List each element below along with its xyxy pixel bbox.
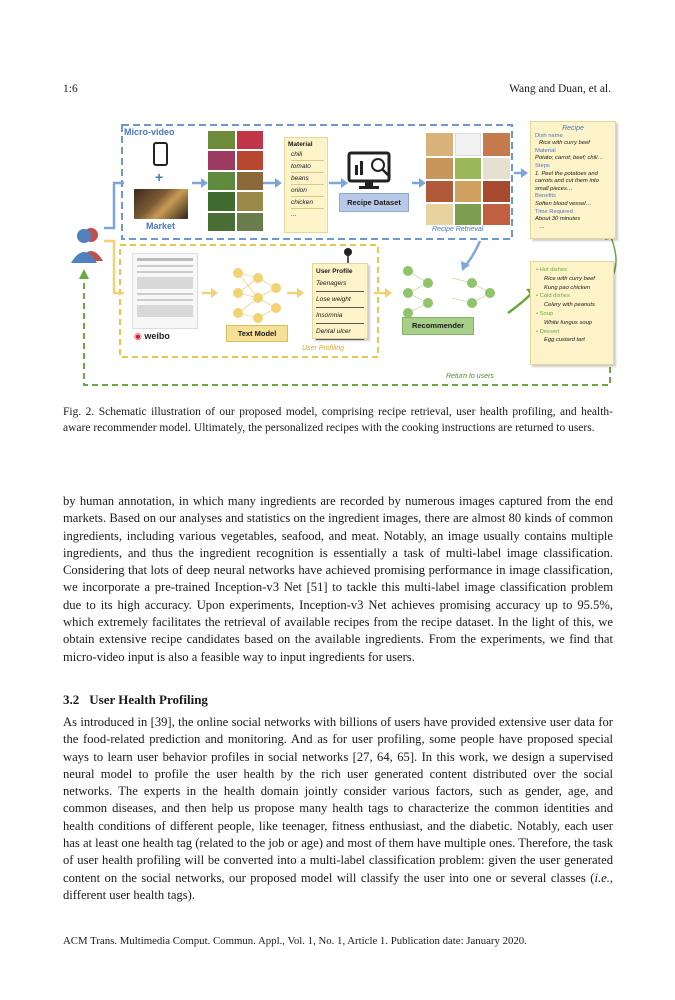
arrow-to-weibo: [104, 241, 124, 293]
recipe-card-more: …: [539, 223, 545, 230]
recipe-dataset-box: Recipe Dataset: [339, 193, 409, 212]
material-item: ...: [291, 211, 297, 218]
recipe-retrieval-label: Recipe Retrieval: [432, 226, 484, 233]
dish-category: • Hot dishes: [536, 267, 568, 273]
steps-value: 1. Peel the potatoes and carrots and cut them into small pieces…: [535, 170, 599, 192]
profile-tag: Dental ulcer: [316, 324, 364, 340]
weibo-label: weibo: [144, 331, 170, 341]
dish-category: • Dessert: [536, 328, 560, 335]
time-value: About 30 minutes: [535, 216, 581, 223]
profile-tag: Teenagers: [316, 276, 364, 292]
weibo-logo: [134, 331, 170, 342]
paragraph-2-text: As introduced in [39], the online social networks with billions of users have provided extensive user data for the food-related prediction and monitoring. And as for user profiling, some people have proposed special ways to learn user behavior profiles in social networks [27, 64, 65]. In this work, we design a supervised neural model to profile the user health by the rich user generated content distributed over the social networks. The experts in the health domain jointly consider various factors, such as gender, age, and common diseases, and then help us propose many health tags to characterize the common identities and health conditions of different people, like teenager, fitness enthusiast, and the diabetic. Notably, each user has at least one health tag (related to the job or age) and most of them have multiple ones. Therefore, the task of user health profiling will be converted into a multi-label classification problem: given the user generated content on the social networks, our proposed model will classify the user into one or several classes (: [63, 715, 613, 885]
steps-label: Steps: [535, 162, 550, 169]
dish-name: Rice with curry beef: [539, 140, 590, 147]
time-label: Time Required: [535, 208, 573, 215]
recipe-card-title: Recipe: [562, 125, 584, 132]
material-title: Material: [288, 141, 313, 148]
dish-item: Egg custard tart: [544, 337, 585, 344]
material-item: chicken: [291, 197, 324, 209]
text-model-box: Text Model: [226, 325, 288, 342]
section-title: User Health Profiling: [89, 692, 208, 707]
material-item: chili: [291, 149, 324, 161]
dish-item: Kung pao chicken: [544, 284, 591, 291]
user-profiling-label: User Profiling: [302, 345, 345, 352]
material-box: [284, 137, 328, 233]
page-footer: ACM Trans. Multimedia Comput. Commun. Appl., Vol. 1, No. 1, Article 1. Publication date: January 2020.: [63, 935, 527, 947]
weibo-screenshot: [132, 253, 198, 329]
recipe-photo-grid: [426, 133, 510, 225]
body-paragraph-2: [63, 714, 613, 904]
paragraph-2-text-end: , different user health tags).: [63, 870, 613, 902]
paragraph-2-ie: i.e.: [594, 870, 610, 885]
user-profile-box: [312, 263, 368, 339]
profile-tag: Insomnia: [316, 308, 364, 324]
market-photo: [134, 189, 188, 219]
material-item: tomato: [291, 161, 324, 173]
recipe-dataset-monitor-icon: [349, 153, 389, 189]
page-number: 1:6: [63, 83, 78, 95]
material-value: Potato; carrot; beef; chili…: [535, 155, 604, 162]
benefits-label: Benefits: [535, 193, 556, 200]
figure-2: [62, 113, 622, 398]
weibo-eye-icon: ◉: [134, 331, 142, 341]
profile-tag: Lose weight: [316, 292, 364, 308]
section-heading: [63, 692, 208, 708]
dish-category: • Soup: [536, 310, 554, 317]
arrow-retrieval-rec: [466, 241, 480, 265]
plus-icon: +: [155, 169, 164, 185]
user-profile-title: User Profile: [316, 268, 353, 275]
users-icon: [71, 228, 103, 263]
recipe-card: [530, 121, 616, 239]
recommender-network: [408, 271, 490, 313]
body-paragraph-1: by human annotation, in which many ingredients are recorded by numerous images captured from the end markets. Based on our analyses and statistics on the ingredient images, there are almost 80 kinds of common ingredients, including various vegetables, seafood, and meat. Notably, an image usually contains multiple ingredients, and thus the ingredient recognition is essentially a task of multi-label image classification. Considering that lots of deep neural networks have achieved promising performance in image classification, we incorporate a pre-trained Inception-v3 Net [51] to tackle this multi-label image classification problem due to its high accuracy. Upon experiments, Inception-v3 Net achieves promising accuracy up to 95.5%, which extremely facilitates the retrieval of available recipes from the recipe dataset. In the light of this, we obtain extensive recipe candidates based on the available ingredients. From the experiments, we find that micro-video input is also a feasible way to input ingredients for users.: [63, 494, 613, 664]
recommender-box: Recommender: [402, 317, 474, 335]
material-item: beans: [291, 173, 324, 185]
dish-list-card: [530, 261, 614, 365]
material-label: Material: [535, 147, 556, 154]
dish-item: Rice with curry beef: [544, 275, 595, 282]
dish-item: Celery with peanuts: [544, 302, 595, 309]
material-item: onion: [291, 185, 324, 197]
dish-name-label: Dish name: [535, 132, 563, 139]
running-head: Wang and Duan, et al.: [509, 83, 611, 95]
market-label: Market: [146, 221, 176, 231]
phone-icon: [154, 143, 167, 165]
benefits-value: Soften blood vessel…: [535, 200, 592, 207]
figure-caption: Fig. 2. Schematic illustration of our proposed model, comprising recipe retrieval, user health profiling, and health-aware recommender model. Ultimately, the personalized recipes with the cooking instructions are returned to users.: [63, 406, 613, 434]
dish-category: • Cold dishes: [536, 293, 570, 300]
pin-icon: [344, 248, 352, 263]
return-arrow-head: [79, 269, 89, 279]
micro-video-label: Micro-video: [124, 127, 175, 137]
dish-item: White fungus soup: [544, 319, 593, 326]
ingredient-image-grid: [208, 131, 263, 231]
section-number: 3.2: [63, 692, 80, 707]
return-label: Return to users: [446, 373, 494, 380]
